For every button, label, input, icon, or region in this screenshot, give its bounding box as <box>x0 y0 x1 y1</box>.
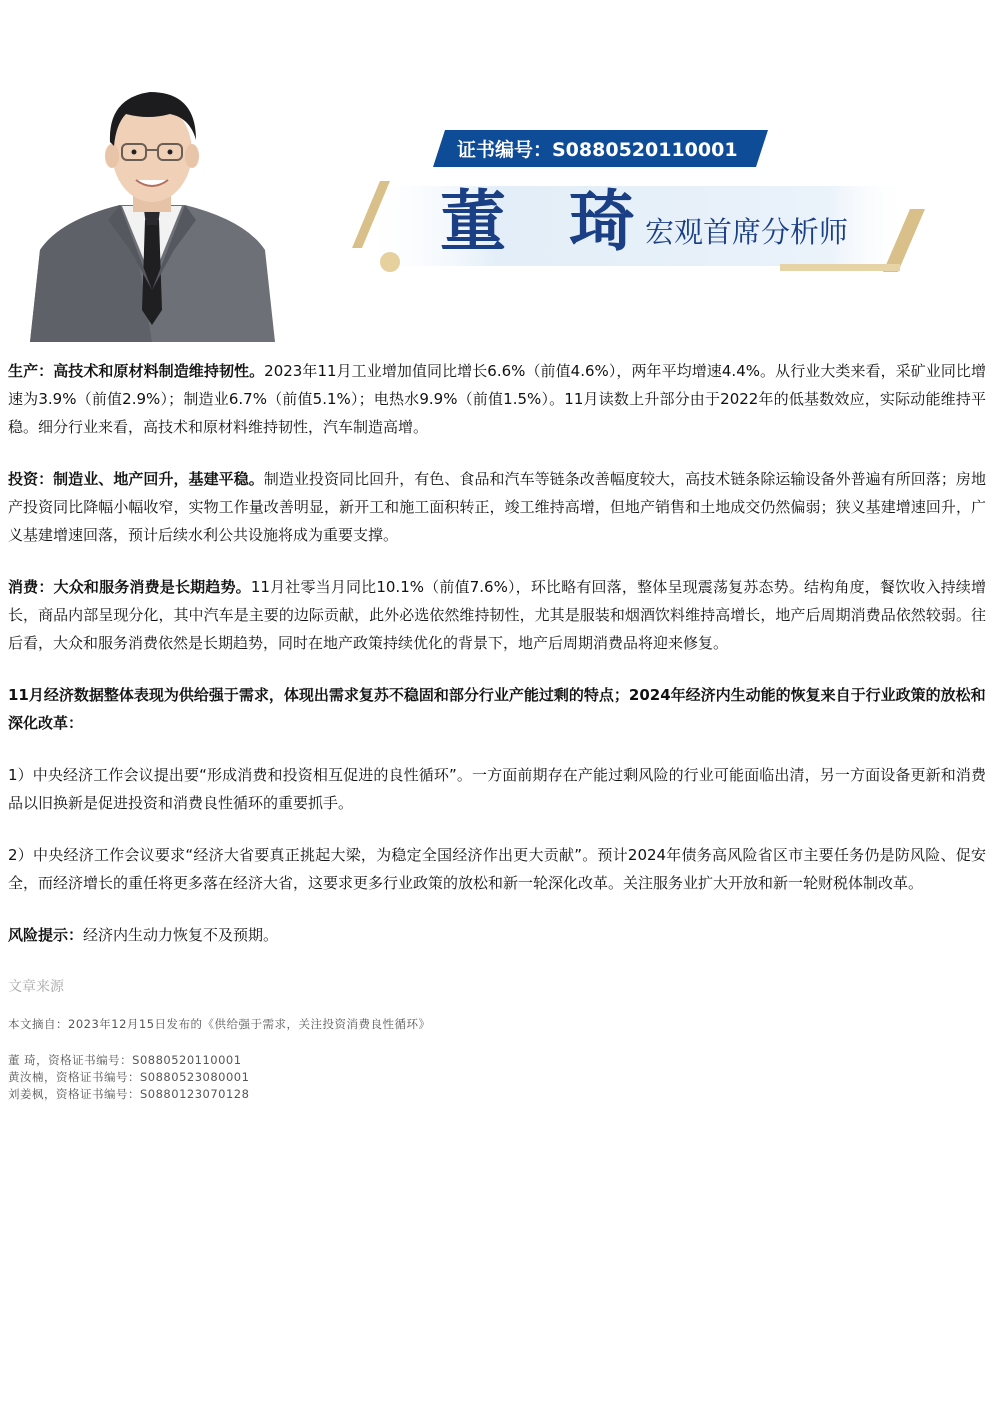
paragraph-text: 制造业投资同比回升，有色、食品和汽车等链条改善幅度较大，高技术链条除运输设备外普遍有所回落；房地产投资同比降幅小幅收窄，实物工作量改善明显，新开工和施工面积转正，竣工维持高增，但地产销售和土地成交仍然偏弱；狭义基建增速回升，广义基建增速回落，预计后续水利公共设施将成为重要支撑。 <box>8 470 986 544</box>
author-line: 董 琦，资格证书编号：S0880520110001 <box>8 1053 242 1067</box>
analyst-role: 宏观首席分析师 <box>645 215 849 249</box>
paragraph-lead: 生产：高技术和原材料制造维持韧性。 <box>8 362 265 380</box>
source-section <box>8 976 908 1103</box>
point-two: 2）中央经济工作会议要求“经济大省要真正挑起大梁，为稳定全国经济作出更大贡献”。预计2024年债务高风险省区市主要任务仍是防风险、促安全，而经济增长的重任将更多落在经济大省，这要求更多行业政策的放松和新一轮深化改革。关注服务业扩大开放和新一轮财税体制改革。 <box>8 846 986 892</box>
certificate-tag <box>433 130 768 167</box>
risk-lead: 风险提示： <box>8 926 84 944</box>
author-line: 刘姜枫，资格证书编号：S0880123070128 <box>8 1087 250 1101</box>
source-note: 本文摘自：2023年12月15日发布的《供给强于需求，关注投资消费良性循环》 <box>8 1017 431 1031</box>
risk-note <box>8 921 986 949</box>
analyst-photo <box>30 80 275 342</box>
paragraph-production <box>8 357 986 441</box>
point-one: 1）中央经济工作会议提出要“形成消费和投资相互促进的良性循环”。一方面前期存在产能过剩风险的行业可能面临出清，另一方面设备更新和消费品以旧换新是促进投资和消费良性循环的重要抓手。 <box>8 766 986 812</box>
summary-heading: 11月经济数据整体表现为供给强于需求，体现出需求复苏不稳固和部分行业产能过剩的特点；2024年经济内生动能的恢复来自于行业政策的放松和深化改革： <box>8 686 986 732</box>
source-title: 文章来源 <box>8 979 64 995</box>
paragraph-text: 2023年11月工业增加值同比增长6.6%（前值4.6%），两年平均增速4.4%。从行业大类来看，采矿业同比增速为3.9%（前值2.9%）；制造业6.7%（前值5.1%）；电热水9.9%（前值1.5%）。11月读数上升部分由于2022年的低基数效应，实际动能维持平稳。细分行业来看，高技术和原材料维持韧性，汽车制造高增。 <box>8 362 986 436</box>
article-body <box>8 357 986 973</box>
analyst-name: 董 琦 <box>440 182 655 260</box>
paragraph-lead: 投资：制造业、地产回升，基建平稳。 <box>8 470 264 488</box>
paragraph-investment <box>8 465 986 549</box>
risk-text: 经济内生动力恢复不及预期。 <box>83 926 279 944</box>
certificate-number: 证书编号：S0880520110001 <box>457 139 738 161</box>
analyst-header <box>0 0 992 350</box>
paragraph-consumption <box>8 573 986 657</box>
paragraph-lead: 消费：大众和服务消费是长期趋势。 <box>8 578 251 596</box>
paragraph-text: 11月社零当月同比10.1%（前值7.6%），环比略有回落，整体呈现震荡复苏态势。结构角度，餐饮收入持续增长，商品内部呈现分化，其中汽车是主要的边际贡献，此外必选依然维持韧性，尤其是服装和烟酒饮料维持高增长，地产后周期消费品依然较弱。往后看，大众和服务消费依然是长期趋势，同时在地产政策持续优化的背景下，地产后周期消费品将迎来修复。 <box>8 578 986 652</box>
author-list <box>8 1052 908 1103</box>
author-line: 黄汝楠，资格证书编号：S0880523080001 <box>8 1070 250 1084</box>
